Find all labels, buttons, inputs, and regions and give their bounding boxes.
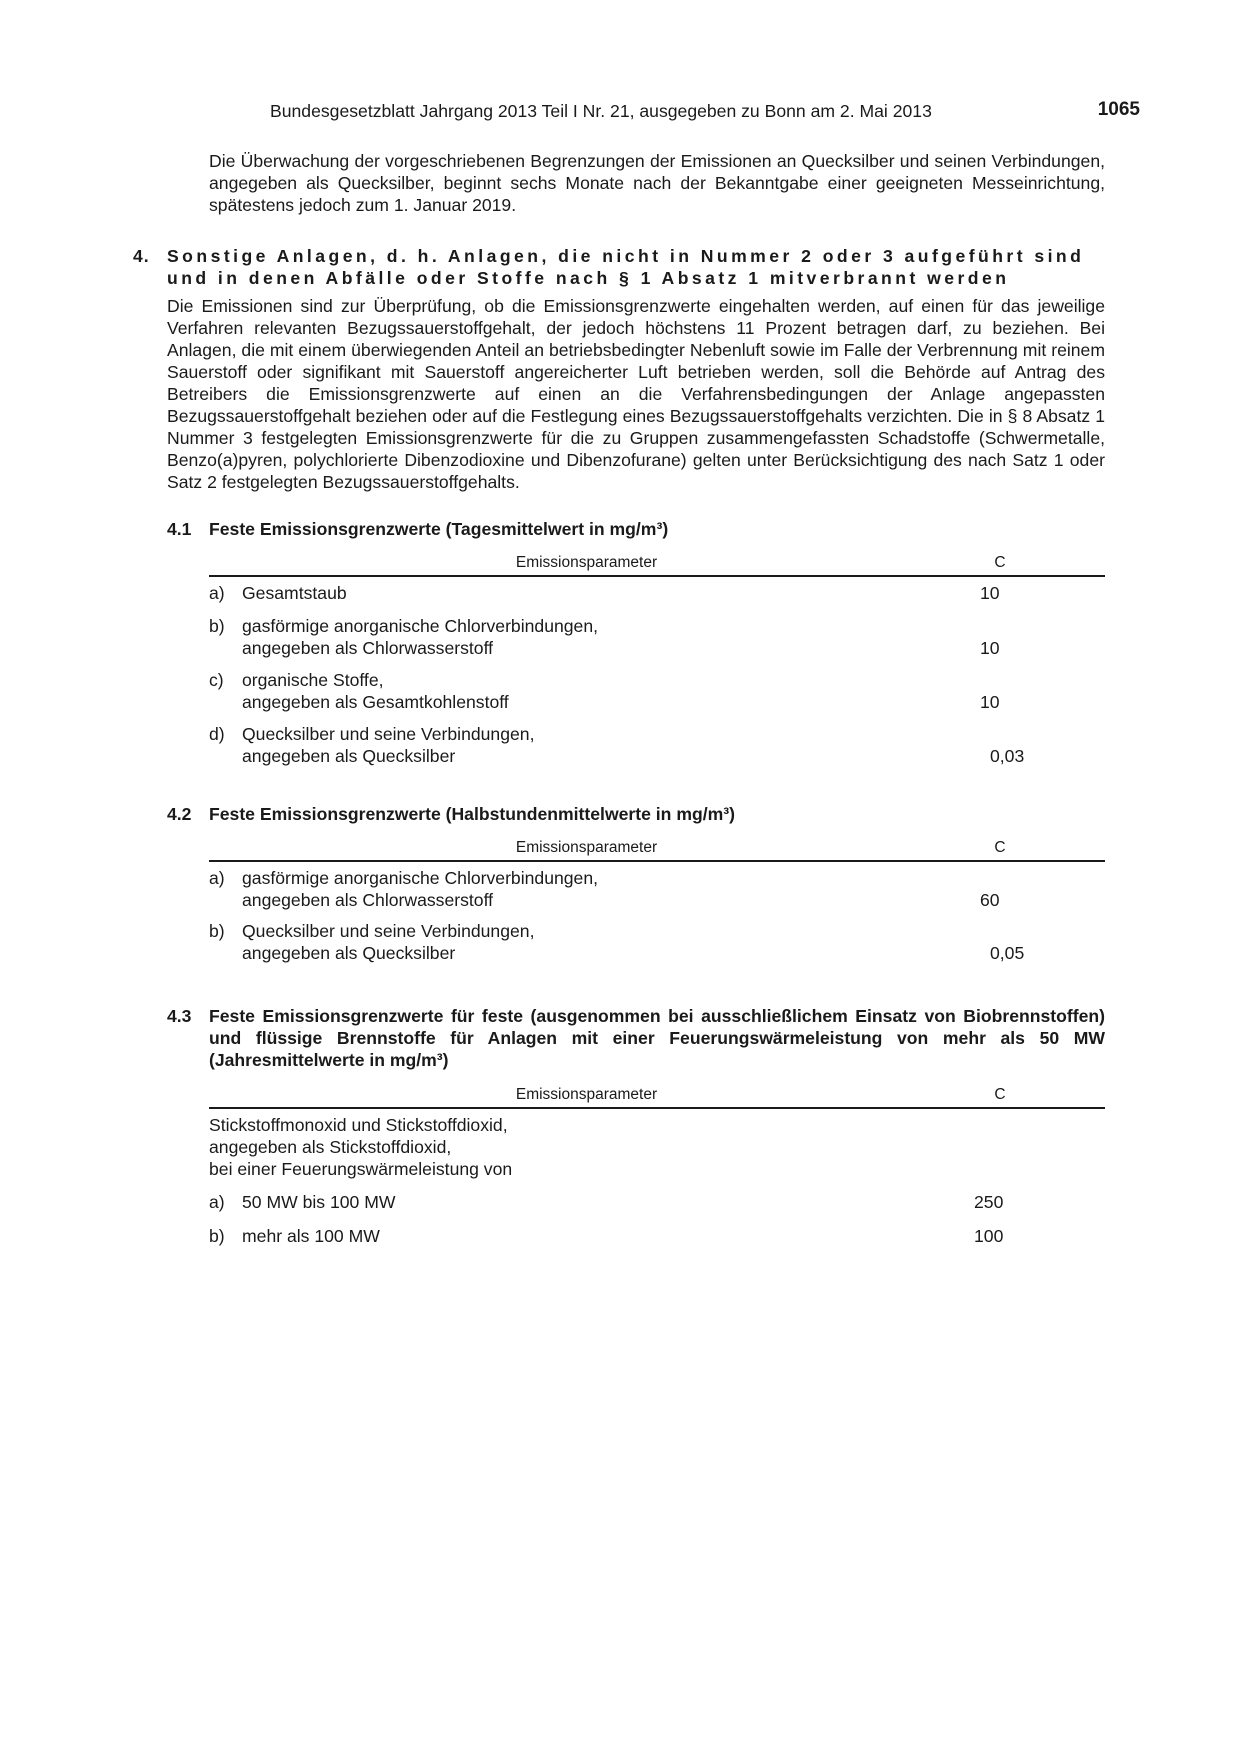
row-text: 50 MW bis 100 MW [242, 1192, 396, 1212]
intro-line-1: Stickstoffmonoxid und Stickstoffdioxid, [209, 1115, 508, 1135]
table-4-1-col-c: C [994, 554, 1006, 571]
row-value: 10 [980, 638, 1000, 658]
row-value: 10 [980, 692, 1000, 712]
row-label: b) [209, 616, 225, 636]
subsection-4-1-number: 4.1 [167, 519, 192, 539]
row-label: d) [209, 724, 225, 744]
section-4-paragraph: Die Emissionen sind zur Überprüfung, ob die Emissionsgrenzwerte eingehalten werden, auf einen für das jeweilige Verfahren relevanten Bezugssauerstoffgehalt, der jedoch höchstens 11 Prozent betragen darf, zu beziehen. Bei Anlagen, die mit einem überwiegenden Anteil an betriebsbedingter Nebenluft sowie im Falle der Verbrennung mit reinem Sauerstoff oder signifikant mit Sauerstoff angereicherter Luft betrieben werden, soll die Behörde auf Antrag des Betreibers die Emissionsgrenzwerte auf einen an die Verfahrensbedingungen der Anlage angepassten Bezugssauerstoffgehalt beziehen oder auf die Festlegung eines Bezugssauerstoffgehalts verzichten. Die in § 8 Absatz 1 Nummer 3 festgelegten Emissionsgrenzwerte für die zu Gruppen zusammengefassten Schadstoffe (Schwermetalle, Benzo(a)pyren, polychlorierte Dibenzodioxine und Dibenzofurane) gelten unter Berücksichtigung des nach Satz 1 oder Satz 2 festgelegten Bezugssauerstoffgehalts. [167, 296, 1105, 492]
intro-paragraph: Die Überwachung der vorgeschriebenen Begrenzungen der Emissionen an Quecksilber und seinen Verbindungen, angegeben als Quecksilber, beginnt sechs Monate nach der Bekanntgabe einer geeigneten Messeinrichtung, spätestens jedoch zum 1. Januar 2019. [209, 151, 1105, 215]
section-4-number: 4. [133, 246, 150, 266]
row-text-line2: angegeben als Chlorwasserstoff [242, 638, 494, 658]
row-value: 0,03 [990, 746, 1025, 766]
row-label: b) [209, 1226, 225, 1246]
section-4-title: Sonstige Anlagen, d. h. Anlagen, die nicht in Nummer 2 oder 3 aufgeführt sind und in denen Abfälle oder Stoffe nach § 1 Absatz 1 mitverbrannt werden [167, 246, 1085, 288]
header-title: Bundesgesetzblatt Jahrgang 2013 Teil I Nr. 21, ausgegeben zu Bonn am 2. Mai 2013 [270, 101, 932, 121]
subsection-4-2-number: 4.2 [167, 804, 192, 824]
subsection-4-1-title: Feste Emissionsgrenzwerte (Tagesmittelwert in mg/m³) [209, 519, 669, 539]
row-label: b) [209, 921, 225, 941]
row-label: a) [209, 868, 225, 888]
row-label: a) [209, 583, 225, 603]
row-label: c) [209, 670, 224, 690]
table-4-2-col-param: Emissionsparameter [515, 839, 658, 856]
row-text-line1: gasförmige anorganische Chlorverbindungen, [242, 616, 599, 636]
subsection-4-3-number: 4.3 [167, 1006, 192, 1026]
row-value: 250 [974, 1192, 1004, 1212]
table-4-1-header [209, 553, 1105, 577]
table-4-1-col-param: Emissionsparameter [515, 554, 658, 571]
row-text: Gesamtstaub [242, 583, 347, 603]
page-number: 1065 [1097, 99, 1140, 120]
row-text: mehr als 100 MW [242, 1226, 380, 1246]
row-value: 10 [980, 583, 1000, 603]
row-text-line2: angegeben als Quecksilber [242, 943, 456, 963]
subsection-4-3-title: Feste Emissionsgrenzwerte für feste (ausgenommen bei ausschließlichem Einsatz von Biobrennstoffen) und flüssige Brennstoffe für Anlagen mit einer Feuerungswärmeleistung von mehr als 50 MW (Jahresmittelwerte in mg/m³) [209, 1006, 1105, 1070]
subsection-4-2-title: Feste Emissionsgrenzwerte (Halbstundenmittelwerte in mg/m³) [209, 804, 735, 824]
row-label: a) [209, 1192, 225, 1212]
row-text-line2: angegeben als Chlorwasserstoff [242, 890, 494, 910]
row-text-line1: organische Stoffe, [242, 670, 384, 690]
table-4-3-header [209, 1085, 1105, 1109]
table-4-2-header [209, 838, 1105, 862]
row-text-line1: Quecksilber und seine Verbindungen, [242, 921, 535, 941]
table-4-2-col-c: C [994, 839, 1006, 856]
row-text-line2: angegeben als Quecksilber [242, 746, 456, 766]
row-value: 0,05 [990, 943, 1025, 963]
row-text-line1: Quecksilber und seine Verbindungen, [242, 724, 535, 744]
row-value: 100 [974, 1226, 1004, 1246]
table-4-3-col-c: C [994, 1086, 1006, 1103]
intro-line-3: bei einer Feuerungswärmeleistung von [209, 1159, 513, 1179]
table-4-3-col-param: Emissionsparameter [515, 1086, 658, 1103]
row-text-line2: angegeben als Gesamtkohlenstoff [242, 692, 509, 712]
row-value: 60 [980, 890, 1000, 910]
row-text-line1: gasförmige anorganische Chlorverbindungen, [242, 868, 599, 888]
intro-line-2: angegeben als Stickstoffdioxid, [209, 1137, 452, 1157]
